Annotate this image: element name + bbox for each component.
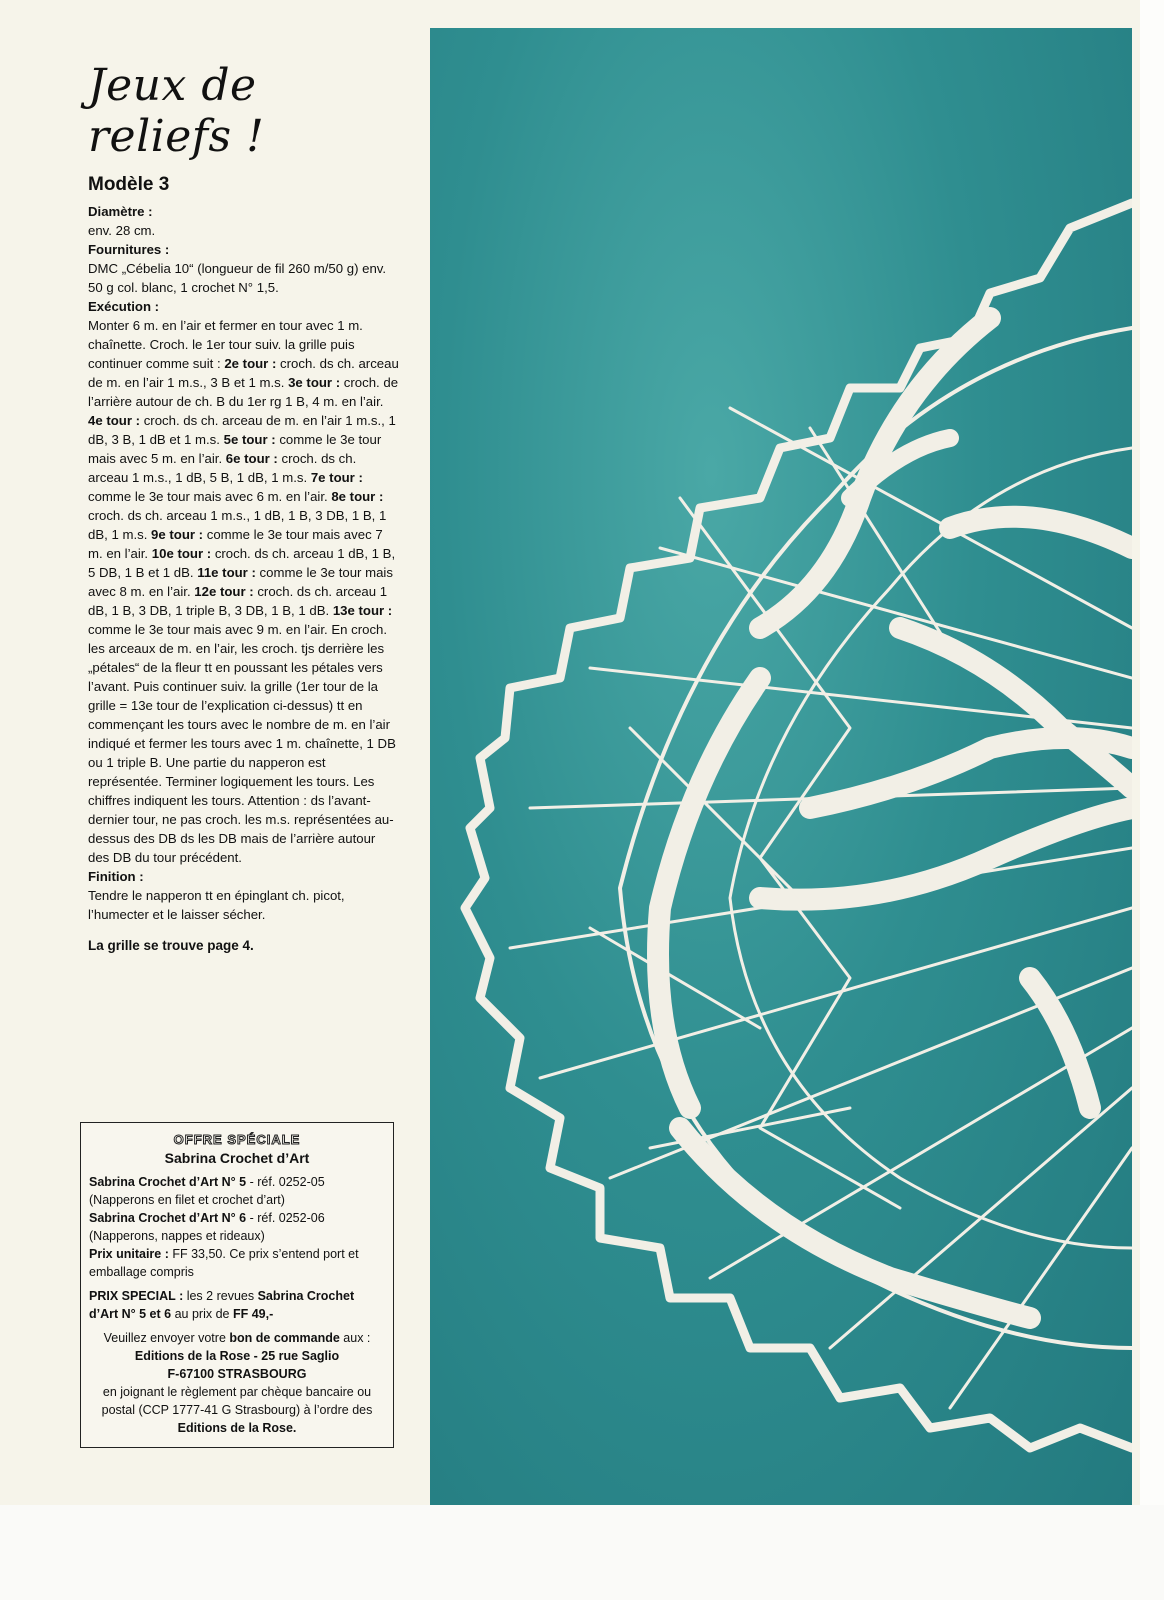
round-10-text: croch. ds ch. arceau 1 dB, 1 B, 5 DB, 1 B et 1 dB. xyxy=(88,546,396,580)
round-3-label: 3e tour : xyxy=(288,375,341,390)
grille-note: La grille se trouve page 4. xyxy=(88,938,254,953)
article-text xyxy=(80,60,400,955)
special-price-bold-2: FF 49,- xyxy=(232,1307,274,1321)
special-price-text-2: au prix de xyxy=(171,1307,233,1321)
offer-unit-price xyxy=(89,1245,385,1281)
round-4-text: croch. ds ch. arceau de m. en l’air 1 m.s., 1 dB, 3 B, 1 dB et 1 m.s. xyxy=(88,413,396,447)
round-7-label: 7e tour : xyxy=(310,470,363,485)
round-13-label: 13e tour : xyxy=(332,603,393,618)
doily-photo xyxy=(430,28,1132,1505)
special-price-text-1: les 2 revues xyxy=(183,1289,258,1303)
order-text-1: Veuillez envoyer votre xyxy=(103,1331,230,1345)
unit-price-text: FF 33,50. Ce prix s’entend port et emballage compris xyxy=(89,1247,359,1279)
order-text-2: aux : xyxy=(339,1331,371,1345)
round-13-text: comme le 3e tour mais avec 9 m. en l’air. En croch. les arceaux de m. en l’air, les croch. tjs derrière les „pétales“ de la fleur tt en poussant les pétales vers l’avant. Puis continuer suiv. la grille (1er tour de la grille = 13e tour de l’explication ci-dessus) tt en commençant les tours avec le nombre de m. en l’air indiqué et fermer les tours avec 1 m. chaînette, 1 DB ou 1 triple B. Une partie du napperon est représentée. Terminer logiquement les tours. Les chiffres indiquent les tours. Attention : ds l’avant-dernier tour, ne pas croch. les m.s. représentées au-dessus des DB ds les DB mais de l’arrière autour des DB du tour précédent. xyxy=(88,622,396,865)
round-11-text: comme le 3e tour mais avec 8 m. en l’air. xyxy=(88,565,393,599)
round-6-text: croch. ds ch. arceau 1 m.s., 1 dB, 5 B, 1 dB, 1 m.s. xyxy=(88,451,357,485)
offer-item-2-name: Sabrina Crochet d’Art N° 6 xyxy=(89,1211,247,1225)
round-5-text: comme le 3e tour mais avec 5 m. en l’air. xyxy=(88,432,382,466)
fournitures-label: Fournitures : xyxy=(88,242,170,257)
round-9-text: comme le 3e tour mais avec 7 m. en l’air. xyxy=(88,527,383,561)
round-2-text: croch. ds ch. arceau de m. en l’air 1 m.s., 3 B et 1 m.s. xyxy=(88,356,399,390)
round-2-label: 2e tour : xyxy=(224,356,277,371)
offer-special-price xyxy=(89,1287,385,1323)
order-bold: bon de commande xyxy=(229,1331,340,1345)
instructions xyxy=(88,202,400,955)
round-3-text: croch. de l’arrière autour de ch. B du 1er rg 1 B, 4 m. en l’air. xyxy=(88,375,399,409)
special-price-label: PRIX SPECIAL : xyxy=(89,1289,184,1303)
offer-item-1 xyxy=(89,1173,385,1209)
finition-label: Finition : xyxy=(88,869,144,884)
offer-title: OFFRE SPÉCIALE xyxy=(173,1132,301,1147)
offer-item-1-ref: - réf. 0252-05 xyxy=(246,1175,325,1189)
address-line-1: Editions de la Rose - 25 rue Saglio xyxy=(134,1349,340,1363)
page-margin-right xyxy=(1140,0,1164,1600)
payment-text: en joignant le règlement par chèque bancaire ou postal (CCP 1777-41 G Strasbourg) à l’ordre des xyxy=(101,1385,373,1417)
offer-item-1-desc: (Napperons en filet et crochet d’art) xyxy=(89,1193,285,1207)
round-5-label: 5e tour : xyxy=(223,432,276,447)
special-price-bold-1: Sabrina Crochet d’Art N° 5 et 6 xyxy=(89,1289,355,1321)
page-title: Jeux de reliefs ! xyxy=(88,60,265,162)
diametre-label: Diamètre : xyxy=(88,204,153,219)
round-4-label: 4e tour : xyxy=(88,413,141,428)
special-offer-box xyxy=(80,1122,394,1448)
offer-item-2-ref: - réf. 0252-06 xyxy=(246,1211,325,1225)
round-7-text: comme le 3e tour mais avec 6 m. en l’air. xyxy=(88,489,328,504)
offer-item-2 xyxy=(89,1209,385,1245)
doily-illustration xyxy=(430,28,1132,1505)
offer-item-2-desc: (Napperons, nappes et rideaux) xyxy=(89,1229,265,1243)
execution-intro: Monter 6 m. en l’air et fermer en tour avec 1 m. chaînette. Croch. le 1er tour suiv. la grille puis continuer comme suit : xyxy=(88,318,363,371)
round-12-text: croch. ds ch. arceau 1 dB, 1 B, 3 DB, 1 triple B, 3 DB, 1 B, 1 dB. xyxy=(88,584,388,618)
offer-subtitle: Sabrina Crochet d’Art xyxy=(164,1150,310,1166)
address-line-2: F-67100 STRASBOURG xyxy=(167,1367,307,1381)
payee: Editions de la Rose. xyxy=(177,1421,297,1435)
round-10-label: 10e tour : xyxy=(151,546,212,561)
diametre-text: env. 28 cm. xyxy=(88,223,156,238)
round-9-label: 9e tour : xyxy=(151,527,204,542)
round-6-label: 6e tour : xyxy=(225,451,278,466)
unit-price-label: Prix unitaire : xyxy=(89,1247,169,1261)
round-8-label: 8e tour : xyxy=(331,489,384,504)
round-11-label: 11e tour : xyxy=(197,565,256,580)
round-8-text: croch. ds ch. arceau 1 m.s., 1 dB, 1 B, 3 DB, 1 B, 1 dB, 1 m.s. xyxy=(88,508,387,542)
model-heading: Modèle 3 xyxy=(88,174,170,195)
page-margin-bottom xyxy=(0,1505,1164,1600)
fournitures-text: DMC „Cébelia 10“ (longueur de fil 260 m/50 g) env. 50 g col. blanc, 1 crochet N° 1,5. xyxy=(88,261,387,295)
offer-order xyxy=(89,1329,385,1437)
offer-item-1-name: Sabrina Crochet d’Art N° 5 xyxy=(89,1175,247,1189)
execution-label: Exécution : xyxy=(88,299,160,314)
round-12-label: 12e tour : xyxy=(194,584,254,599)
finition-text: Tendre le napperon tt en épinglant ch. picot, l’humecter et le laisser sécher. xyxy=(88,888,345,922)
